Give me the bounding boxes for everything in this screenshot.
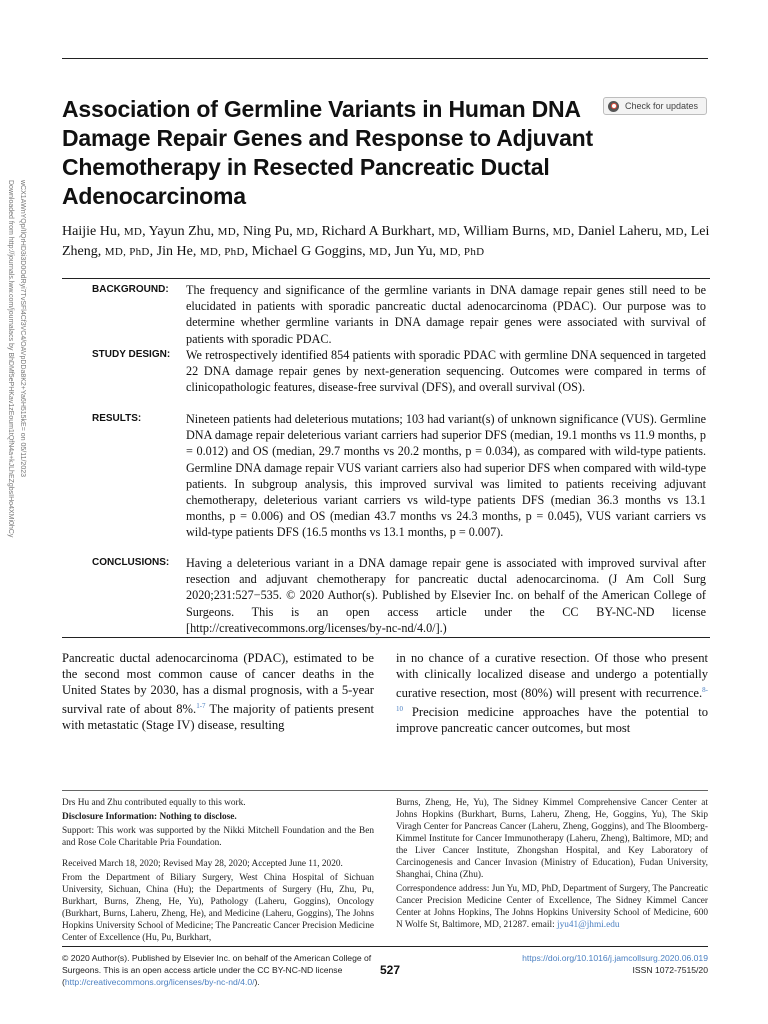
license-link[interactable]: http://creativecommons.org/licenses/by-nc-nd/4.0/ xyxy=(190,620,436,635)
body-column-left: Pancreatic ductal adenocarcinoma (PDAC), estimated to be the second most common cause of cancer deaths in the United States by 2030, has a dismal prognosis, with a 5-year survival rate of about 8%.$^{1-7}$ The majority of patients present with metastatic (Stage IV) disease, resulting xyxy=(62,651,374,733)
check-for-updates-label: Check for updates xyxy=(625,101,699,111)
footer-license-link[interactable]: http://creativecommons.org/licenses/by-nc-nd/4.0/ xyxy=(64,977,255,987)
footer-license: © 2020 Author(s). Published by Elsevier Inc. on behalf of the American College of Surgeons. This is an open access article under the CC BY-NC-ND license (http://creativecommons.org/licenses/by-nc-nd/4.0/). xyxy=(62,953,372,987)
author-degree: MD xyxy=(665,226,684,238)
conclusions-text: Having a deleterious variant in a DNA damage repair gene is associated with improved survival after resection and adjuvant chemotherapy for pancreatic ductal adenocarcinoma. (J Am Coll Surg 2020;231:527−535. © 2020 Author(s). Published by Elsevier Inc. on behalf of the American College of Surgeons. This is an open access article under the CC BY-NC-ND license [http://creativecommons.org/licenses/by-nc-nd/4.0/].) xyxy=(186,556,706,635)
study-design-label: STUDY DESIGN: xyxy=(92,349,171,360)
author-name: Ning Pu xyxy=(242,224,290,239)
reference-link[interactable]: 1-7 xyxy=(196,702,206,710)
author-name: Haijie Hu xyxy=(62,224,117,239)
contribution-note: Drs Hu and Zhu contributed equally to this work. xyxy=(62,798,246,808)
author-name: Daniel Laheru xyxy=(577,224,659,239)
author-degree: MD xyxy=(296,226,315,238)
support-note: Support: This work was supported by the Nikki Mitchell Foundation and the Ben and Rose Cole Charitable Pria Foundation. xyxy=(62,826,374,848)
reference-link[interactable]: 8-10 xyxy=(396,686,708,714)
conclusions-label: CONCLUSIONS: xyxy=(92,557,170,568)
footnote-rule xyxy=(62,790,708,791)
author-degree: MD, PhD xyxy=(439,246,485,258)
check-for-updates-button[interactable] xyxy=(603,97,707,115)
results-text: Nineteen patients had deleterious mutations; 103 had variant(s) of unknown significance (VUS). Germline DNA damage repair deleterious variant carriers had superior DFS (median, 19.1 months vs 11.9 months, p = 0.012) and OS (median, 29.7 months vs 20.2 months, p = 0.034), as compared with wild-type patients. Germline DNA damage repair VUS variant carriers also had superior DFS when compared with wild-type patients. In subgroup analysis, this improved survival was limited to patients receiving adjuvant chemotherapy, deleterious variant carriers vs wild-type patients DFS (median 36.3 months vs 13.1 months, p = 0.006) and OS (median 43.7 months vs 24.3 months, p = 0.045), VUS variant carriers vs wild-type patients DFS (16.5 months vs 13.1 months, p = 0.007). xyxy=(186,412,706,540)
author-degree: MD xyxy=(552,226,571,238)
author-degree: MD, PhD xyxy=(199,246,245,258)
correspondence: Correspondence address: Jun Yu, MD, PhD, Department of Surgery, The Pancreatic Cancer Precision Medicine Center of Excellence, The Sidney Kimmel Cancer Center at Johns Hopkins, The Johns Hopkins University School of Medicine, 600 N Wolfe St, Baltimore, MD, 21287. email: jyu41@jhmi.edu xyxy=(396,884,708,930)
abstract xyxy=(62,278,710,638)
page-number: 527 xyxy=(379,963,401,977)
download-note-line1: Downloaded from http://journals.lww.com/journalacs by BhDMf5ePHKav1zEoum1tQfN4a+kJLhEZgbsIHo4XMi0hCy xyxy=(7,180,14,538)
author-name: Richard A Burkhart xyxy=(321,224,432,239)
author-name: Jin He xyxy=(156,244,193,259)
doi-link[interactable]: https://doi.org/10.1016/j.jamcollsurg.2020.06.019 xyxy=(522,953,708,963)
body-column-right: in no chance of a curative resection. Of those who present with clinically localized disease and undergo a potentially curative resection, most (80%) will present with recurrence.$^{8-10}$ Precision medicine approaches have the potential to improve pancreatic cancer outcomes, but most xyxy=(396,651,708,736)
footer-doi-block xyxy=(440,952,708,976)
download-watermark xyxy=(4,180,40,600)
issn: ISSN 1072-7515/20 xyxy=(632,965,708,975)
author-degree: MD xyxy=(217,226,236,238)
article-title: Association of Germline Variants in Human DNA Damage Repair Genes and Response to Adjuvant Chemotherapy in Resected Pancreatic Ductal Adenocarcinoma xyxy=(62,96,593,209)
footnotes-right xyxy=(396,797,708,931)
top-rule xyxy=(62,58,708,59)
author-name: Jun Yu xyxy=(394,244,433,259)
author-name: Yayun Zhu xyxy=(148,224,211,239)
background-text: The frequency and significance of the germline variants in DNA damage repair genes still need to be elucidated in patients with sporadic pancreatic ductal adenocarcinoma (PDAC). Our purpose was to determine whether germline variants in DNA damage repair genes were associated with survival of patients with sporadic PDAC. xyxy=(186,283,706,346)
download-note-line2: wCX1AWnYQp/IlQrHD3i3D0OdRyi7TvSFl4Cf3VC4/OAVpDDa8K2+Ya6H515kE= on 05/11/2023 xyxy=(19,180,26,477)
bottom-rule xyxy=(62,946,708,947)
results-label: RESULTS: xyxy=(92,413,142,424)
study-design-text: We retrospectively identified 854 patients with sporadic PDAC with germline DNA sequenced in targeted 22 DNA damage repair genes by next-generation sequencing. Outcomes were compared in terms of clinicopathologic features, disease-free survival (DFS), and overall survival (OS). xyxy=(186,348,706,395)
email-link[interactable]: jyu41@jhmi.edu xyxy=(556,920,620,930)
footnotes-left xyxy=(62,797,374,944)
author-degree: MD xyxy=(369,246,388,258)
author-degree: MD xyxy=(123,226,143,238)
disclosure-note: Disclosure Information: Nothing to disclose. xyxy=(62,812,237,822)
received-dates: Received March 18, 2020; Revised May 28, 2020; Accepted June 11, 2020. xyxy=(62,859,343,869)
author-list: Haijie Hu, MD, Yayun Zhu, MD, Ning Pu, MD, Richard A Burkhart, MD, William Burns, MD, Daniel Laheru, MD, Lei Zheng, MD, PhD, Jin He, MD, PhD, Michael G Goggins, MD, Jun Yu, MD, PhD xyxy=(62,224,710,259)
author-name: Lei Zheng xyxy=(62,224,710,259)
crossmark-icon xyxy=(608,101,619,112)
author-degree: MD xyxy=(438,226,457,238)
affiliations-right: Burns, Zheng, He, Yu), The Sidney Kimmel Comprehensive Cancer Center at Johns Hopkins (Burkhart, Burns, Laheru, Zheng, He, Goggins, Yu), The Skip Viragh Center for Pancreas Cancer (Laheru, Zheng, Goggins), and The Bloomberg-Kimmel Institute for Cancer Immunotherapy (Laheru, Zheng), Baltimore, MD; and the Liver Cancer Institute, Zhongshan Hospital, and Key Laboratory of Carcinogenesis and Cancer Invasion (Ministry of Education), Fudan University, Shanghai, China (Zhu). xyxy=(396,798,708,880)
background-label: BACKGROUND: xyxy=(92,284,169,295)
author-name: William Burns xyxy=(463,224,546,239)
affiliations-left: From the Department of Biliary Surgery, West China Hospital of Sichuan University, Sichuan, China (Hu); the Departments of Surgery (Hu, Zhu, Pu, Burkhart, Burns, Zheng, He, Yu), Pathology (Laheru, Goggins), Oncology (Burkhart, Burns, Laheru, Zheng, He), and Medicine (Laheru, Goggins), The Johns Hopkins University School of Medicine; The Pancreatic Cancer Precision Medicine Center of Excellence (Hu, Pu, Burkhart, xyxy=(62,873,374,943)
author-name: Michael G Goggins xyxy=(251,244,363,259)
author-degree: MD, PhD xyxy=(104,246,150,258)
